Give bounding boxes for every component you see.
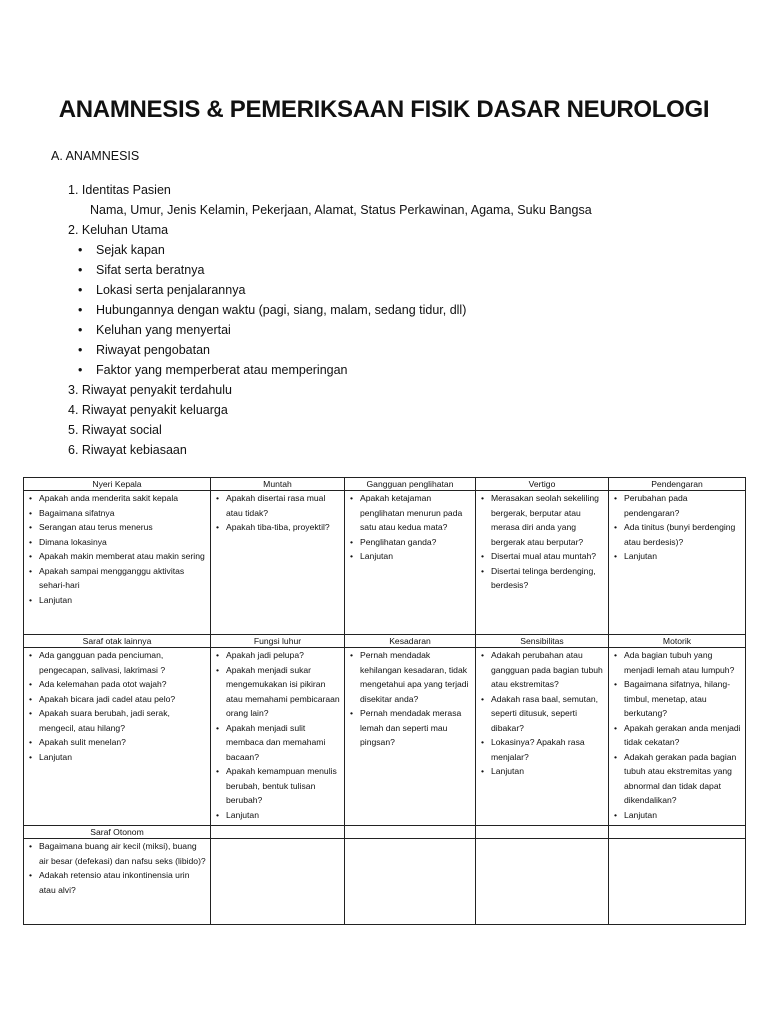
cell-list-item: • Lanjutan: [27, 593, 207, 608]
cell-list-item: • Ada kelemahan pada otot wajah?: [27, 677, 207, 692]
cell-list-item: • Apakah makin memberat atau makin sering: [27, 549, 207, 564]
table-cell: [24, 491, 211, 635]
cell-list-item: • Ada tinitus (bunyi berdenging atau berdesis)?: [612, 520, 742, 549]
table-header-cell: [345, 826, 476, 839]
cell-list-item: • Penglihatan ganda?: [348, 535, 472, 550]
table-header-cell: Fungsi luhur: [211, 635, 345, 648]
table-header-cell: Vertigo: [476, 478, 609, 491]
table-cell: [476, 491, 609, 635]
table-row: [24, 648, 746, 826]
keluhan-bullet: [68, 340, 592, 360]
cell-list: [479, 491, 605, 593]
table-cell: [476, 839, 609, 925]
cell-list-item: • Lanjutan: [214, 808, 341, 823]
riwayat-list: [68, 380, 592, 460]
table-header-row: [24, 478, 746, 491]
cell-list-item: • Apakah anda menderita sakit kepala: [27, 491, 207, 506]
cell-list-item: • Apakah suara berubah, jadi serak, mengecil, atau hilang?: [27, 706, 207, 735]
cell-list-item: • Adakah gerakan pada bagian tubuh atau ekstremitas yang abnormal dan tidak dapat dikendalikan?: [612, 750, 742, 808]
cell-list-item: • Dimana lokasinya: [27, 535, 207, 550]
cell-list: [27, 839, 207, 897]
cell-list: [479, 648, 605, 779]
cell-list-item: • Ada bagian tubuh yang menjadi lemah atau lumpuh?: [612, 648, 742, 677]
keluhan-bullet-text: Faktor yang memperberat atau memperingan: [96, 363, 348, 377]
cell-list-item: • Lanjutan: [612, 549, 742, 564]
cell-list: [612, 648, 742, 822]
table-header-cell: [476, 826, 609, 839]
cell-list: [612, 491, 742, 564]
riwayat-item: 6. Riwayat kebiasaan: [68, 443, 187, 457]
cell-list-item: • Apakah disertai rasa mual atau tidak?: [214, 491, 341, 520]
cell-list-item: • Merasakan seolah sekeliling bergerak, berputar atau merasa diri anda yang bergerak atau berputar?: [479, 491, 605, 549]
table-header-cell: Kesadaran: [345, 635, 476, 648]
table-header-cell: Gangguan penglihatan: [345, 478, 476, 491]
keluhan-bullet: [68, 260, 592, 280]
table-header-cell: [211, 826, 345, 839]
symptom-table: [23, 477, 746, 925]
cell-list: [214, 491, 341, 535]
table-cell: [345, 491, 476, 635]
table-cell: [476, 648, 609, 826]
bullet-icon: •: [78, 343, 83, 357]
table-cell: [609, 839, 746, 925]
cell-list-item: • Apakah kemampuan menulis berubah, bentuk tulisan berubah?: [214, 764, 341, 808]
keluhan-bullets: [68, 240, 592, 380]
table-row: [24, 839, 746, 925]
identitas-label: 1. Identitas Pasien: [68, 183, 171, 197]
bullet-icon: •: [78, 363, 83, 377]
keluhan-bullet: [68, 240, 592, 260]
riwayat-item: 5. Riwayat social: [68, 423, 162, 437]
keluhan-bullet: [68, 320, 592, 340]
keluhan-bullet: [68, 360, 592, 380]
table-row: [24, 491, 746, 635]
table-cell: [609, 648, 746, 826]
bullet-icon: •: [78, 263, 83, 277]
table-cell: [211, 839, 345, 925]
bullet-icon: •: [78, 323, 83, 337]
riwayat-item: 4. Riwayat penyakit keluarga: [68, 403, 228, 417]
cell-list-item: • Lanjutan: [612, 808, 742, 823]
cell-list: [348, 648, 472, 750]
table-header-row: [24, 635, 746, 648]
table-cell: [24, 648, 211, 826]
section-heading: A. ANAMNESIS: [51, 149, 140, 163]
cell-list: [348, 491, 472, 564]
table-cell: [24, 839, 211, 925]
cell-list-item: • Disertai mual atau muntah?: [479, 549, 605, 564]
cell-list: [214, 648, 341, 822]
table-cell: [211, 491, 345, 635]
keluhan-bullet-text: Riwayat pengobatan: [96, 343, 210, 357]
cell-list-item: • Lanjutan: [348, 549, 472, 564]
cell-list: [27, 648, 207, 764]
bullet-icon: •: [78, 283, 83, 297]
cell-list-item: • Apakah tiba-tiba, proyektil?: [214, 520, 341, 535]
keluhan-bullet-text: Keluhan yang menyertai: [96, 323, 231, 337]
cell-list-item: • Bagaimana sifatnya, hilang-timbul, menetap, atau berkutang?: [612, 677, 742, 721]
keluhan-bullet: [68, 280, 592, 300]
table-header-cell: Sensibilitas: [476, 635, 609, 648]
cell-list-item: • Apakah menjadi sukar mengemukakan isi pikiran atau memahami pembicaraan orang lain?: [214, 663, 341, 721]
keluhan-bullet-text: Sejak kapan: [96, 243, 165, 257]
cell-list-item: • Lanjutan: [27, 750, 207, 765]
cell-list-item: • Apakah menjadi sulit membaca dan memahami bacaan?: [214, 721, 341, 765]
cell-list-item: • Apakah sulit menelan?: [27, 735, 207, 750]
identitas-detail: Nama, Umur, Jenis Kelamin, Pekerjaan, Alamat, Status Perkawinan, Agama, Suku Bangsa: [90, 203, 592, 217]
cell-list: [27, 491, 207, 607]
table-header-row: [24, 826, 746, 839]
cell-list-item: • Lokasinya? Apakah rasa menjalar?: [479, 735, 605, 764]
table-cell: [345, 839, 476, 925]
cell-list-item: • Ada gangguan pada penciuman, pengecapan, salivasi, lakrimasi ?: [27, 648, 207, 677]
keluhan-bullet: [68, 300, 592, 320]
cell-list-item: • Adakah rasa baal, semutan, seperti ditusuk, seperti dibakar?: [479, 692, 605, 736]
cell-list-item: • Apakah gerakan anda menjadi tidak cekatan?: [612, 721, 742, 750]
cell-list-item: • Bagaimana sifatnya: [27, 506, 207, 521]
table-cell: [345, 648, 476, 826]
cell-list-item: • Disertai telinga berdenging, berdesis?: [479, 564, 605, 593]
keluhan-bullet-text: Lokasi serta penjalarannya: [96, 283, 246, 297]
cell-list-item: • Perubahan pada pendengaran?: [612, 491, 742, 520]
keluhan-bullet-text: Hubungannya dengan waktu (pagi, siang, malam, sedang tidur, dll): [96, 303, 467, 317]
cell-list-item: • Apakah sampai mengganggu aktivitas sehari-hari: [27, 564, 207, 593]
cell-list-item: • Bagaimana buang air kecil (miksi), buang air besar (defekasi) dan nafsu seks (libido)?: [27, 839, 207, 868]
cell-list-item: • Serangan atau terus menerus: [27, 520, 207, 535]
bullet-icon: •: [78, 243, 83, 257]
table-header-cell: Saraf otak lainnya: [24, 635, 211, 648]
cell-list-item: • Apakah jadi pelupa?: [214, 648, 341, 663]
cell-list-item: • Adakah perubahan atau gangguan pada bagian tubuh atau ekstremitas?: [479, 648, 605, 692]
cell-list-item: • Apakah bicara jadi cadel atau pelo?: [27, 692, 207, 707]
cell-list-item: • Adakah retensio atau inkontinensia urin atau alvi?: [27, 868, 207, 897]
table-header-cell: [609, 826, 746, 839]
cell-list-item: • Apakah ketajaman penglihatan menurun pada satu atau kedua mata?: [348, 491, 472, 535]
keluhan-bullet-text: Sifat serta beratnya: [96, 263, 205, 277]
cell-list-item: • Lanjutan: [479, 764, 605, 779]
keluhan-label: 2. Keluhan Utama: [68, 223, 169, 237]
table-cell: [211, 648, 345, 826]
table-header-cell: Saraf Otonom: [24, 826, 211, 839]
table-header-cell: Nyeri Kepala: [24, 478, 211, 491]
cell-list-item: • Pernah mendadak kehilangan kesadaran, tidak mengetahui apa yang terjadi disekitar anda?: [348, 648, 472, 706]
table-header-cell: Pendengaran: [609, 478, 746, 491]
table-header-cell: Muntah: [211, 478, 345, 491]
table-cell: [609, 491, 746, 635]
bullet-icon: •: [78, 303, 83, 317]
page-title: ANAMNESIS & PEMERIKSAAN FISIK DASAR NEUROLOGI: [58, 96, 710, 123]
anamnesis-list: [68, 180, 592, 460]
riwayat-item: 3. Riwayat penyakit terdahulu: [68, 383, 232, 397]
cell-list-item: • Pernah mendadak merasa lemah dan seperti mau pingsan?: [348, 706, 472, 750]
table-header-cell: Motorik: [609, 635, 746, 648]
